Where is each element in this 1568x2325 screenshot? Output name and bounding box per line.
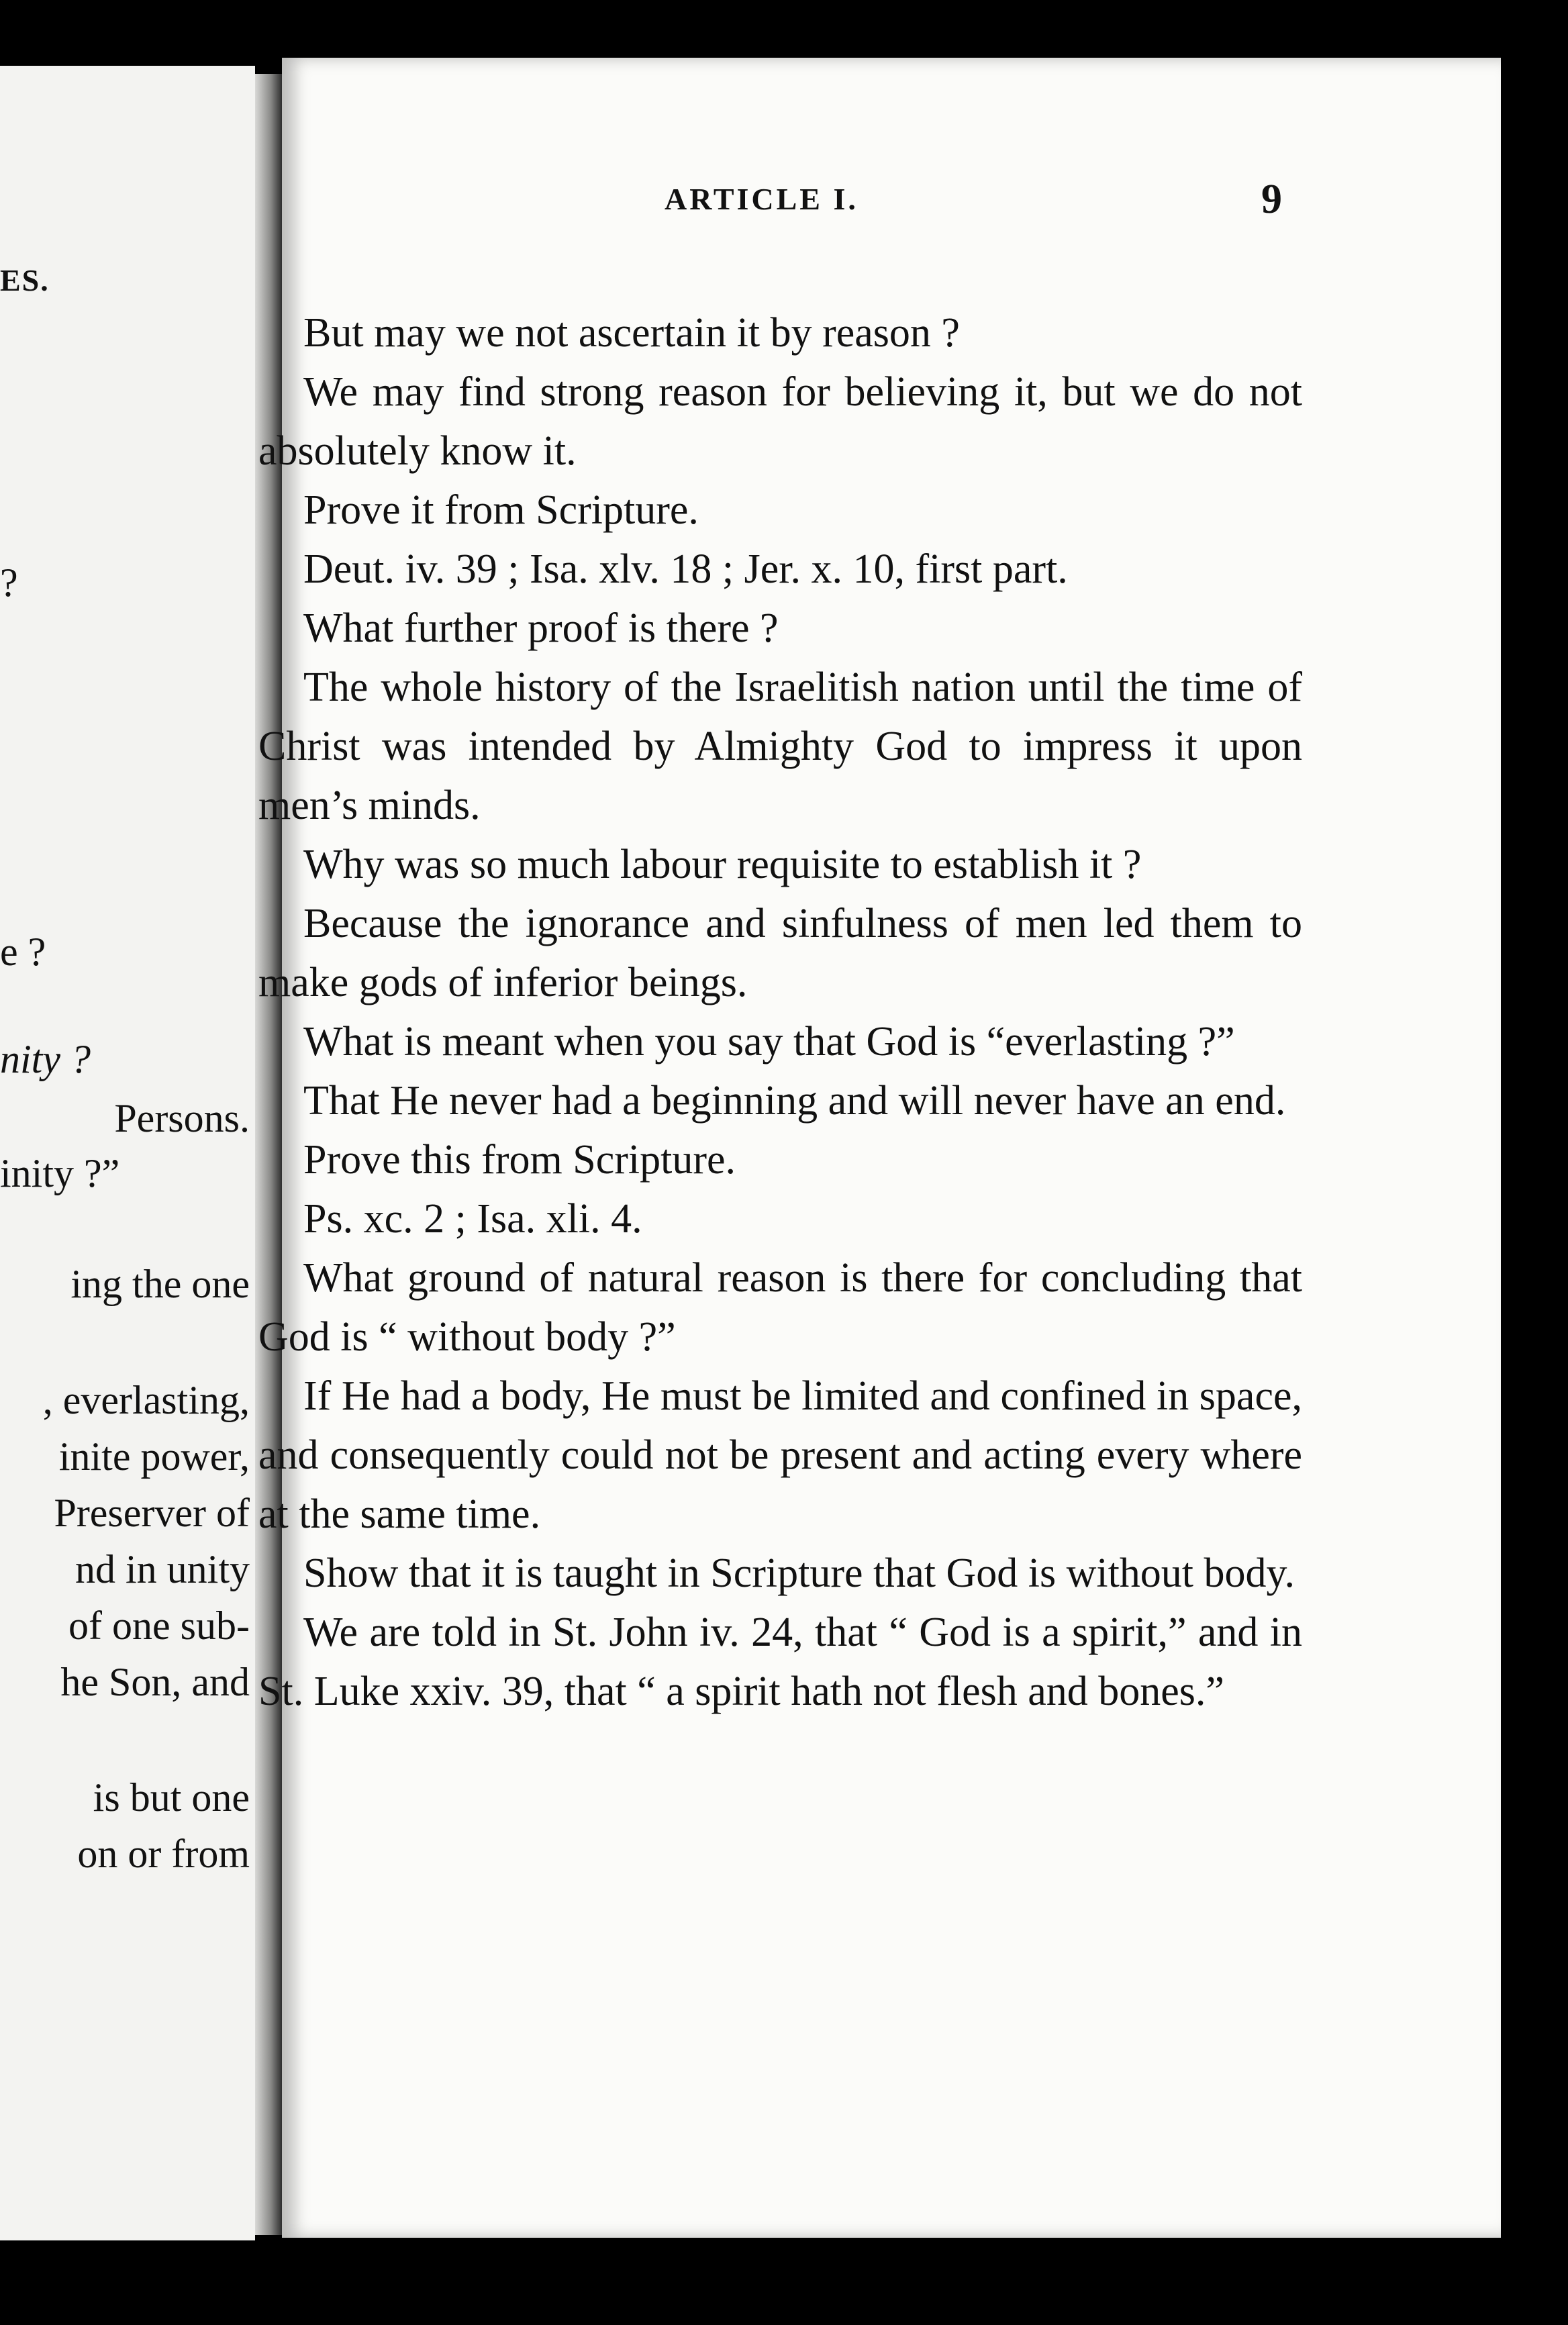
answer: We may find strong reason for believing it, but we do not absolutely know it.: [258, 369, 1302, 474]
answer: We are told in St. John iv. 24, that “ God is a spirit,” and in St. Luke xxiv. 39, that “ a spirit hath not flesh and bones.”: [258, 1610, 1302, 1714]
page-number: 9: [1261, 177, 1282, 222]
answer: If He had a body, He must be limited and confined in space, and consequently could not be present and acting every where at the same time.: [258, 1373, 1302, 1537]
running-head: [383, 176, 1309, 236]
left-text-fragment: e ?: [0, 930, 46, 974]
left-text-fragment: Persons.: [114, 1096, 250, 1140]
catechism-text: [258, 303, 1302, 1721]
running-title: ARTICLE I.: [665, 182, 859, 216]
question: Show that it is taught in Scripture that God is without body.: [303, 1550, 1295, 1596]
left-page: [0, 66, 255, 2240]
question: But may we not ascertain it by reason ?: [303, 310, 960, 356]
left-text-fragment: , everlasting,: [42, 1378, 250, 1422]
left-text-fragment: nity ?: [0, 1037, 91, 1081]
answer: Because the ignorance and sinfulness of men led them to make gods of inferior beings.: [258, 901, 1302, 1005]
left-text-fragment: inite power,: [58, 1434, 250, 1479]
answer: Deut. iv. 39 ; Isa. xlv. 18 ; Jer. x. 10, first part.: [303, 546, 1068, 592]
question: What ground of natural reason is there for concluding that God is “ without body ?”: [258, 1255, 1302, 1360]
left-text-fragment: is but one: [93, 1775, 250, 1820]
left-running-head-fragment: ES.: [0, 263, 50, 297]
question: What further proof is there ?: [303, 605, 779, 651]
left-text-fragment: on or from: [77, 1832, 250, 1876]
answer: Ps. xc. 2 ; Isa. xli. 4.: [303, 1196, 642, 1242]
question: Prove this from Scripture.: [303, 1137, 736, 1183]
left-text-fragment: ing the one: [70, 1262, 250, 1306]
left-text-fragment: nd in unity: [75, 1547, 250, 1591]
left-text-fragment: inity ?”: [0, 1151, 120, 1195]
question: What is meant when you say that God is “everlasting ?”: [303, 1019, 1235, 1065]
left-text-fragment: of one sub-: [68, 1603, 250, 1648]
left-text-fragment: ?: [0, 560, 18, 605]
left-text-fragment: he Son, and: [60, 1660, 250, 1704]
question: Why was so much labour requisite to establish it ?: [303, 842, 1142, 887]
left-text-fragment: Preserver of: [54, 1491, 250, 1535]
answer: The whole history of the Israelitish nation until the time of Christ was intended by Almighty God to impress it upon men’s minds.: [258, 664, 1302, 828]
question: Prove it from Scripture.: [303, 487, 699, 533]
answer: That He never had a beginning and will never have an end.: [303, 1078, 1286, 1124]
